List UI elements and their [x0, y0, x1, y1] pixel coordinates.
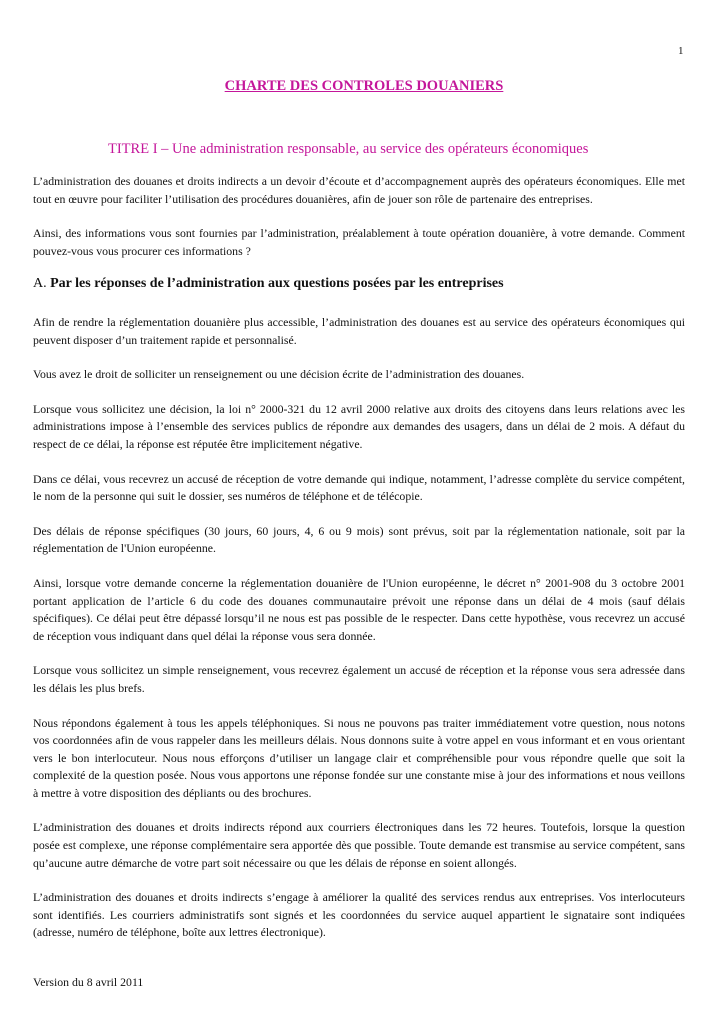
intro-paragraph: Ainsi, des informations vous sont fournies par l’administration, préalablement à toute opération douanière, à votre demande. Comment pouvez-vous vous procurer ces informations ?: [33, 226, 685, 258]
section-body: [33, 314, 685, 942]
section-heading: [33, 276, 504, 292]
section-letter: A.: [33, 276, 47, 291]
page-number: 1: [678, 45, 684, 57]
intro-text: [33, 173, 685, 260]
paragraph: L’administration des douanes et droits indirects répond aux courriers électroniques dans les 72 heures. Toutefois, lorsque la question posée est complexe, une réponse complémentaire sera apportée dès que possible. Toute demande est transmise au service compétent, sans qu’aucune autre démarche de votre part soit nécessaire ou que les délais de réponse en soient allongés.: [33, 820, 685, 870]
footer-version: Version du 8 avril 2011: [33, 975, 144, 989]
paragraph: L’administration des douanes et droits indirects s’engage à améliorer la qualité des services rendus aux entreprises. Vos interlocuteurs sont identifiés. Les courriers administratifs sont signés et les coordonnées du service auquel appartient le signataire sont indiquées (adresse, numéro de téléphone, boîte aux lettres électronique).: [33, 890, 685, 940]
document-title: CHARTE DES CONTROLES DOUANIERS: [224, 78, 504, 94]
paragraph: Nous répondons également à tous les appels téléphoniques. Si nous ne pouvons pas traiter immédiatement votre question, nous notons vos coordonnées afin de vous rappeler dans les meilleurs délais. Nous donnons suite à votre appel en vous informant et en vous orientant vers le bon interlocuteur. Nous nous efforçons d’utiliser un langage clair et compréhensible pour vous répondre quelle que soit la complexité de la question posée. Nous vous apportons une réponse fondée sur une constante mise à jour des informations et nous veillons à mettre à votre disposition des dépliants ou des brochures.: [33, 715, 685, 800]
paragraph: Ainsi, lorsque votre demande concerne la réglementation douanière de l'Union européenne, le décret n° 2001-908 du 3 octobre 2001 portant application de l’article 6 du code des douanes communautaire prévoit une réponse dans un délai de 4 mois (sauf délais spécifiques). Ce délai peut être dépassé lorsqu’il ne nous est pas possible de le respecter. Dans cette hypothèse, vous recevrez un accusé de réception vous indiquant dans quel délai la réponse vous sera donnée.: [33, 575, 685, 643]
titre-heading: TITRE I – Une administration responsable, au service des opérateurs économiques: [108, 141, 589, 157]
intro-paragraph: L’administration des douanes et droits indirects a un devoir d’écoute et d’accompagnement auprès des opérateurs économiques. Elle met tout en œuvre pour faciliter l’utilisation des procédures douanières, afin de jouer son rôle de partenaire des entreprises.: [33, 174, 685, 206]
paragraph: Vous avez le droit de solliciter un renseignement ou une décision écrite de l’administration des douanes.: [33, 367, 525, 382]
paragraph: Lorsque vous sollicitez un simple renseignement, vous recevrez également un accusé de réception et la réponse vous sera adressée dans les délais les plus brefs.: [33, 663, 685, 695]
paragraph: Afin de rendre la réglementation douanière plus accessible, l’administration des douanes est au service des opérateurs économiques qui peuvent disposer d’un traitement rapide et personnalisé.: [33, 315, 685, 347]
paragraph: Des délais de réponse spécifiques (30 jours, 60 jours, 4, 6 ou 9 mois) sont prévus, soit par la réglementation nationale, soit par la réglementation de l'Union européenne.: [33, 523, 685, 556]
paragraph: Lorsque vous sollicitez une décision, la loi n° 2000-321 du 12 avril 2000 relative aux droits des citoyens dans leurs relations avec les administrations impose à l’ensemble des services publics de répondre aux demandes des usagers, dans un délai de 2 mois. A défaut du respect de ce délai, la réponse est réputée être implicitement négative.: [33, 401, 685, 451]
paragraph: Dans ce délai, vous recevrez un accusé de réception de votre demande qui indique, notamment, l’adresse complète du service compétent, le nom de la personne qui suit le dossier, ses numéros de téléphone et de télécopie.: [33, 471, 685, 504]
section-heading-text: Par les réponses de l’administration aux questions posées par les entreprises: [50, 276, 504, 291]
